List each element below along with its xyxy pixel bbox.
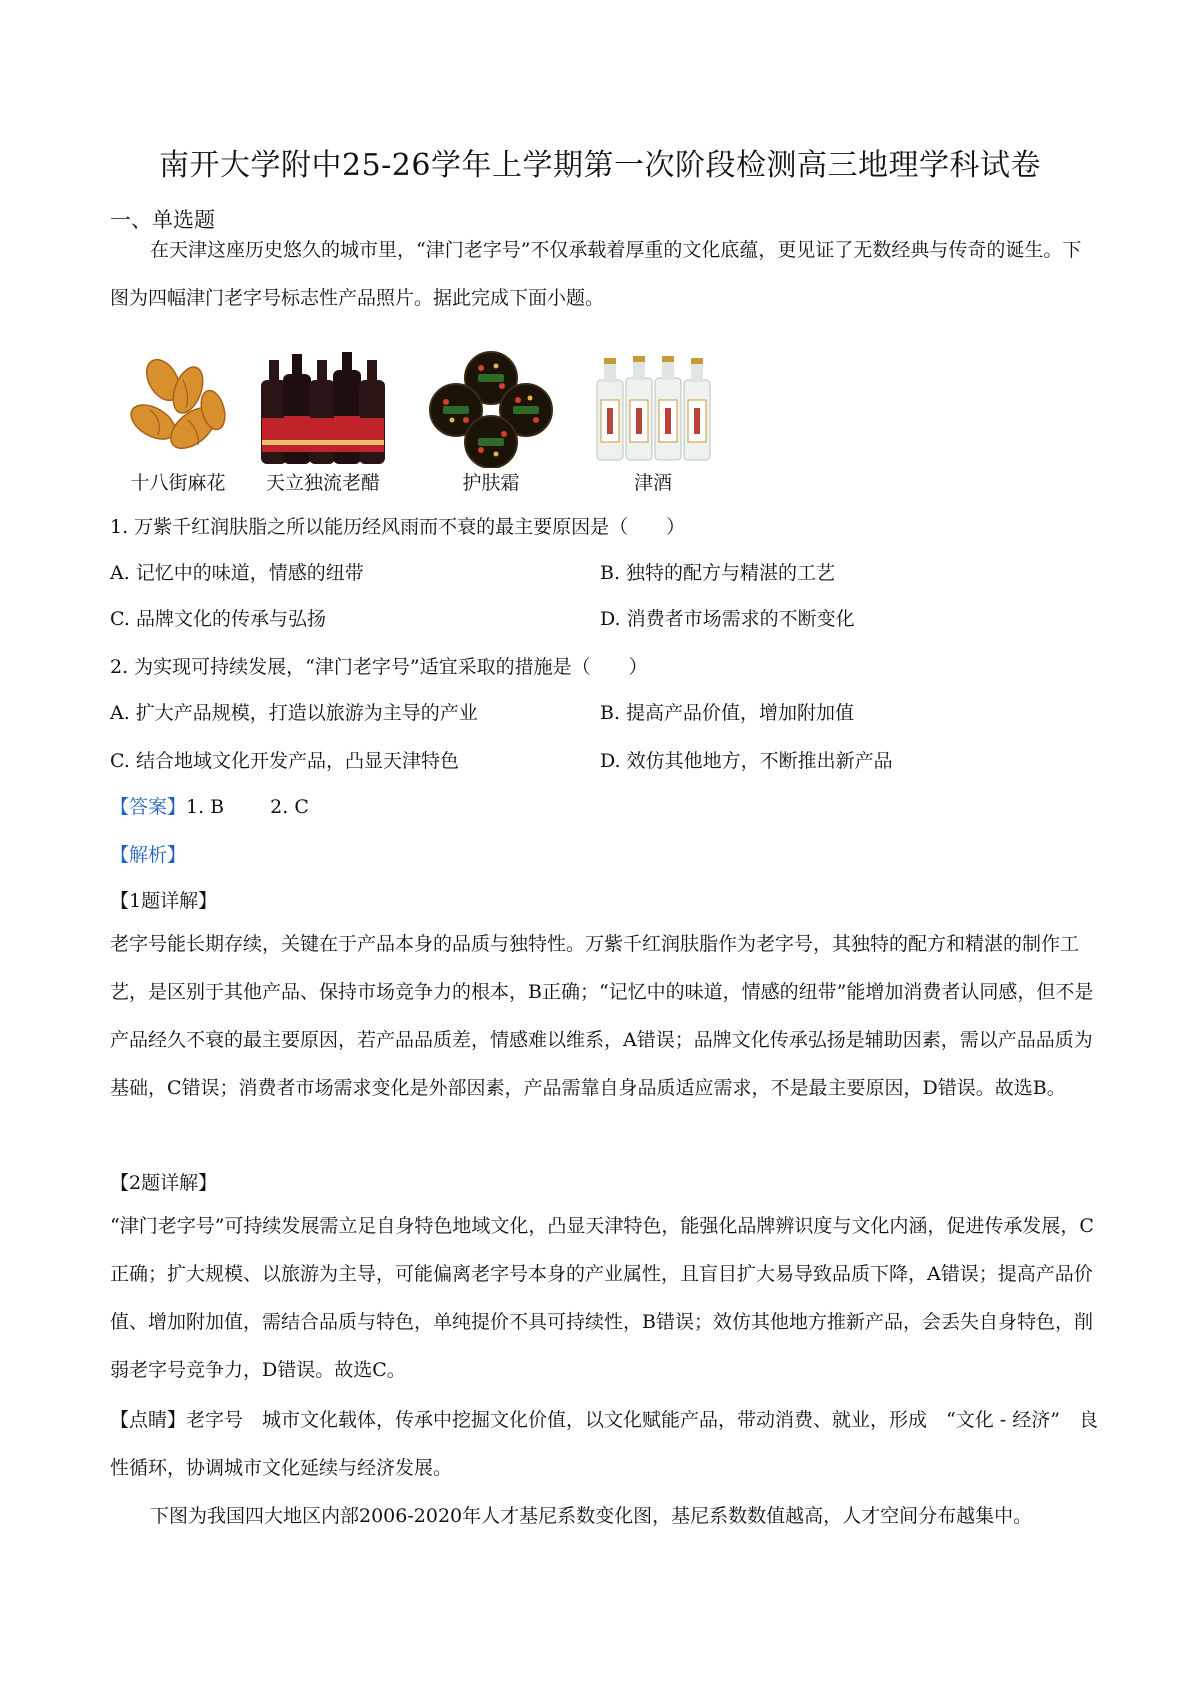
photo-caption-1: 十八街麻花 [130, 472, 226, 494]
detail-2-text: “津门老字号”可持续发展需立足自身特色地域文化，凸显天津特色，能强化品牌辨识度与文化内涵，促进传承发展，C正确；扩大规模、以旅游为主导，可能偏离老字号本身的产业属性，且盲目扩大易导致品质下降，A错误；提高产品价值、增加附加值，需结合品质与特色，单纯提价不具可持续性，B错误；效仿其他地方推新产品，会丢失自身特色，削弱老字号竞争力，D错误。故选C。 [110, 1215, 1094, 1381]
answer-1: 1. B [186, 796, 225, 818]
q2-option-d: D. 效仿其他地方，不断推出新产品 [600, 750, 893, 772]
q2-option-a: A. 扩大产品规模，打造以旅游为主导的产业 [110, 702, 478, 724]
product-photos [118, 350, 738, 498]
photo-caption-2: 天立独流老醋 [265, 472, 380, 494]
q2-option-b: B. 提高产品价值，增加附加值 [600, 702, 855, 724]
page-title: 南开大学附中25-26学年上学期第一次阶段检测高三地理学科试卷 [159, 148, 1041, 183]
answer-line [110, 792, 309, 819]
comment-tag: 【点睛】 [110, 1409, 187, 1431]
answer-tag: 【答案】 [110, 796, 187, 818]
detail-1-heading: 【1题详解】 [110, 890, 218, 912]
q1-option-c: C. 品牌文化的传承与弘扬 [110, 608, 326, 630]
q1-option-d: D. 消费者市场需求的不断变化 [600, 608, 855, 630]
detail-2-heading: 【2题详解】 [110, 1172, 218, 1194]
question-1-stem: 1. 万紫千红润肤脂之所以能历经风雨而不衰的最主要原因是（ ） [110, 516, 686, 538]
section-heading: 一、单选题 [110, 208, 215, 232]
q1-option-b: B. 独特的配方与精湛的工艺 [600, 562, 836, 584]
detail-1-text: 老字号能长期存续，关键在于产品本身的品质与独特性。万紫千红润肤脂作为老字号，其独特的配方和精湛的制作工艺，是区别于其他产品、保持市场竞争力的根本，B正确；“记忆中的味道，情感的纽带”能增加消费者认同感，但不是产品经久不衰的最主要原因，若产品品质差，情感难以维系，A错误；品牌文化传承弘扬是辅助因素，需以产品品质为基础，C错误；消费者市场需求变化是外部因素，产品需靠自身品质适应需求，不是最主要原因，D错误。故选B。 [110, 933, 1094, 1099]
comment-paragraph [110, 1396, 1100, 1492]
next-question-intro: 下图为我国四大地区内部2006-2020年人才基尼系数变化图，基尼系数数值越高，人才空间分布越集中。 [150, 1505, 1033, 1527]
photo-caption-3: 护肤霜 [462, 472, 520, 494]
answer-2: 2. C [270, 796, 309, 818]
liquor-bottles-icon [593, 350, 713, 468]
photo-caption-4: 津酒 [633, 472, 672, 494]
intro-paragraph: 在天津这座历史悠久的城市里，“津门老字号”不仅承载着厚重的文化底蕴，更见证了无数经典与传奇的诞生。下图为四幅津门老字号标志性产品照片。据此完成下面小题。 [110, 239, 1082, 309]
question-2-stem: 2. 为实现可持续发展，“津门老字号”适宜采取的措施是（ ） [110, 656, 648, 678]
vinegar-bottles-icon [253, 350, 393, 468]
analysis-tag: 【解析】 [110, 844, 187, 866]
q1-option-a: A. 记忆中的味道，情感的纽带 [110, 562, 364, 584]
mahua-twist-icon [118, 350, 238, 468]
comment-text: 老字号 城市文化载体，传承中挖掘文化价值，以文化赋能产品，带动消费、就业，形成 “文化 - 经济” 良性循环，协调城市文化延续与经济发展。 [110, 1409, 1098, 1479]
cream-jars-icon [426, 350, 556, 468]
q2-option-c: C. 结合地域文化开发产品，凸显天津特色 [110, 750, 459, 772]
